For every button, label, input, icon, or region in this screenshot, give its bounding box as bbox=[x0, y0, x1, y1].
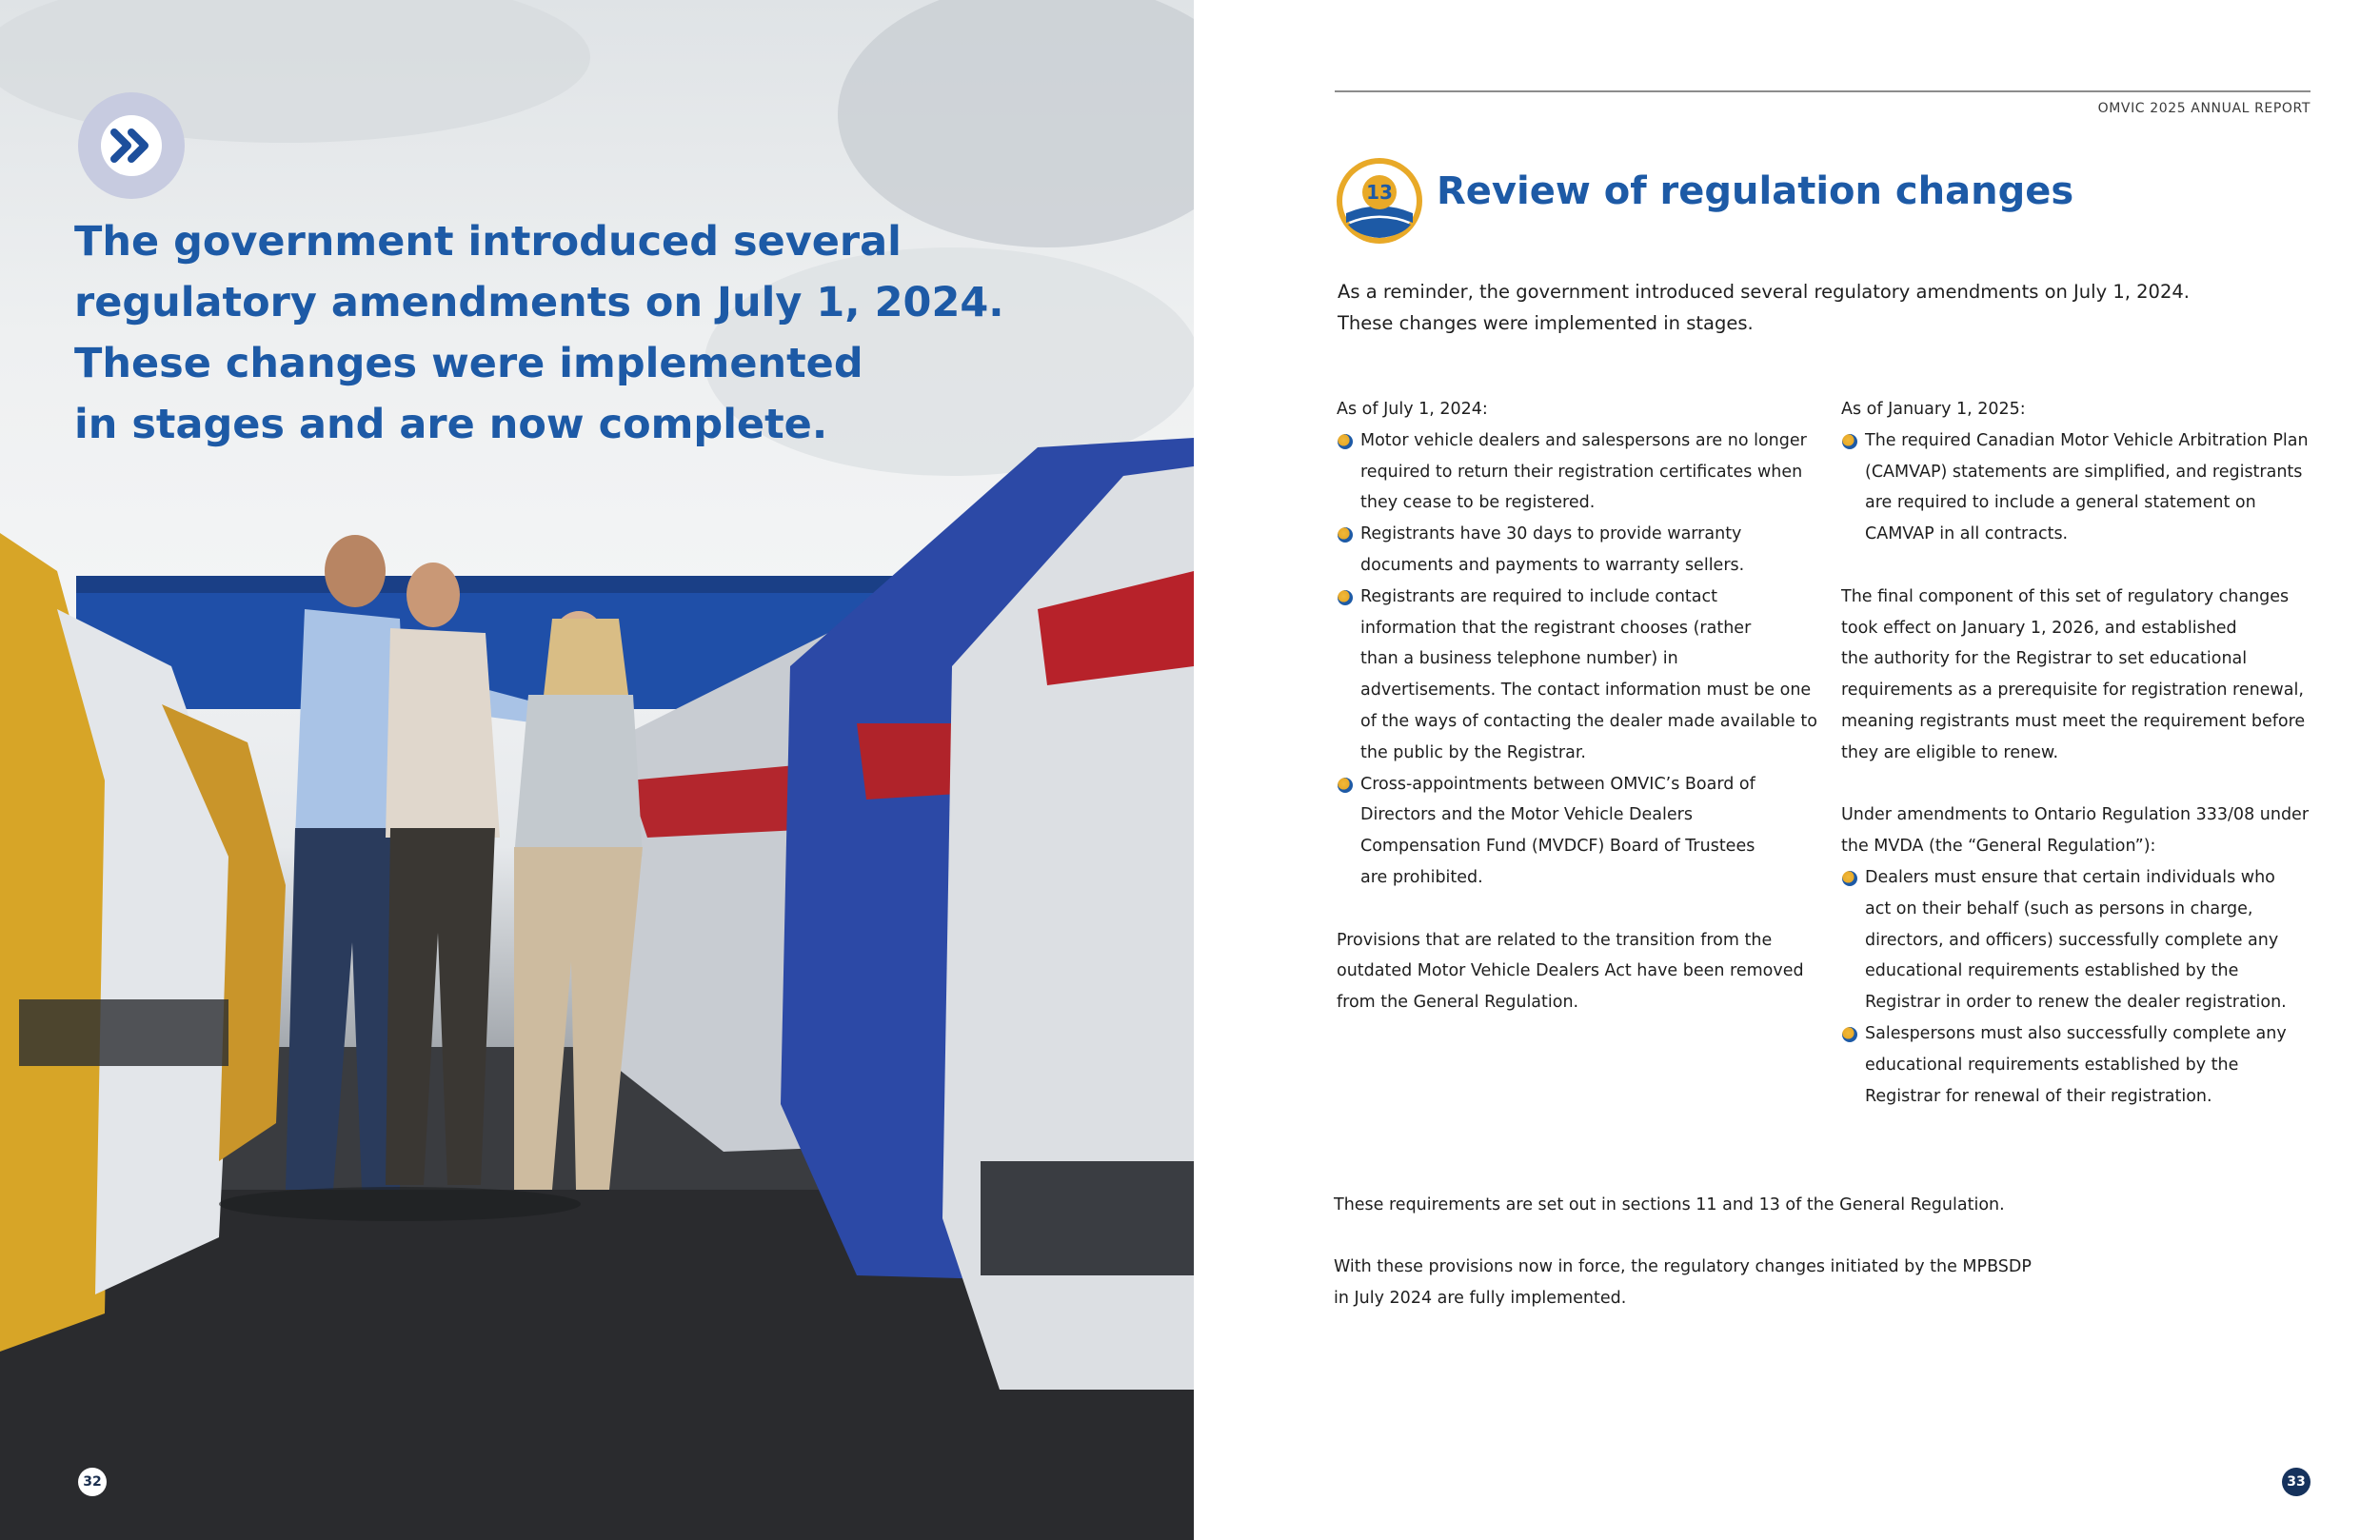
headline-line: in stages and are now complete. bbox=[74, 401, 828, 448]
bullet-logo-icon bbox=[1338, 778, 1353, 793]
intro-line: These changes were implemented in stages. bbox=[1338, 312, 1754, 334]
page-number-left: 32 bbox=[78, 1468, 107, 1496]
headline-line: regulatory amendments on July 1, 2024. bbox=[74, 279, 1004, 326]
page-number-right: 33 bbox=[2282, 1468, 2311, 1496]
bullet-item: Motor vehicle dealers and salespersons are no longer required to return their registration certificates when they cease to be registered. bbox=[1337, 425, 1813, 519]
headline-line: These changes were implemented bbox=[74, 340, 863, 387]
arrow-badge bbox=[78, 92, 185, 199]
section-title: Review of regulation changes bbox=[1437, 169, 2074, 213]
double-chevron-right-icon bbox=[110, 128, 152, 163]
headline-line: The government introduced several bbox=[74, 218, 902, 266]
section-13-icon bbox=[1335, 156, 1424, 246]
bullet-logo-icon bbox=[1338, 527, 1353, 543]
column-heading: As of January 1, 2025: bbox=[1841, 400, 2026, 419]
bullet-item: Cross-appointments between OMVIC’s Board of Directors and the Motor Vehicle Dealers Compensation Fund (MVDCF) Board of Trustees are prohibited. bbox=[1337, 769, 1813, 894]
intro-line: As a reminder, the government introduced several regulatory amendments on July 1, 2024. bbox=[1338, 281, 2190, 303]
bullet-item: The required Canadian Motor Vehicle Arbitration Plan (CAMVAP) statements are simplified, and registrants are required to include a general statement on CAMVAP in all contracts. bbox=[1841, 425, 2317, 550]
footer-conclusion bbox=[1334, 1252, 2032, 1314]
amendments-line: the MVDA (the “General Regulation”): bbox=[1841, 837, 2156, 857]
bullet-logo-icon bbox=[1338, 590, 1353, 605]
closing-line: outdated Motor Vehicle Dealers Act have been removed bbox=[1337, 961, 1804, 981]
paragraph-line: meaning registrants must meet the requirement before bbox=[1841, 711, 2306, 731]
header-label: OMVIC 2025 ANNUAL REPORT bbox=[2097, 101, 2311, 116]
paragraph-line: they are eligible to renew. bbox=[1841, 742, 2059, 762]
paragraph-line: requirements as a prerequisite for registration renewal, bbox=[1841, 681, 2304, 701]
bullet-item: Salespersons must also successfully complete any educational requirements established by the Registrar for renewal of their registration. bbox=[1841, 1018, 2317, 1112]
bullet-logo-icon bbox=[1842, 434, 1857, 449]
column-heading: As of July 1, 2024: bbox=[1337, 400, 1488, 419]
bullet-logo-icon bbox=[1338, 434, 1353, 449]
bullet-item: Dealers must ensure that certain individuals who act on their behalf (such as persons in charge, directors, and officers) successfully complete any educational requirements established by the Registrar in order to renew the dealer registration. bbox=[1841, 862, 2317, 1018]
footer-conclusion-line: With these provisions now in force, the regulatory changes initiated by the MPBSDP bbox=[1334, 1257, 2032, 1276]
bullet-item: Registrants are required to include contact information that the registrant chooses (rather than a business telephone number) in advertisements. The contact information must be one of the ways of contacting the dealer made available to the public by the Registrar. bbox=[1337, 582, 1813, 769]
section-icon-number: 13 bbox=[1366, 181, 1393, 204]
footer-note: These requirements are set out in sections 11 and 13 of the General Regulation. bbox=[1334, 1195, 2005, 1214]
right-column bbox=[1841, 394, 2317, 1112]
left-column bbox=[1337, 394, 1817, 1018]
closing-line: from the General Regulation. bbox=[1337, 993, 1579, 1013]
header-rule bbox=[1335, 90, 2311, 92]
paragraph-line: took effect on January 1, 2026, and established bbox=[1841, 618, 2237, 638]
footer-conclusion-line: in July 2024 are fully implemented. bbox=[1334, 1288, 1627, 1308]
bullet-logo-icon bbox=[1842, 871, 1857, 886]
paragraph-line: the authority for the Registrar to set educational bbox=[1841, 649, 2248, 669]
closing-line: Provisions that are related to the transition from the bbox=[1337, 930, 1773, 950]
headline bbox=[74, 211, 1004, 455]
bullet-item: Registrants have 30 days to provide warranty documents and payments to warranty sellers. bbox=[1337, 519, 1813, 582]
amendments-line: Under amendments to Ontario Regulation 333/08 under bbox=[1841, 805, 2310, 825]
intro-paragraph bbox=[1338, 276, 2271, 339]
paragraph-line: The final component of this set of regulatory changes bbox=[1841, 586, 2290, 606]
bullet-logo-icon bbox=[1842, 1027, 1857, 1042]
